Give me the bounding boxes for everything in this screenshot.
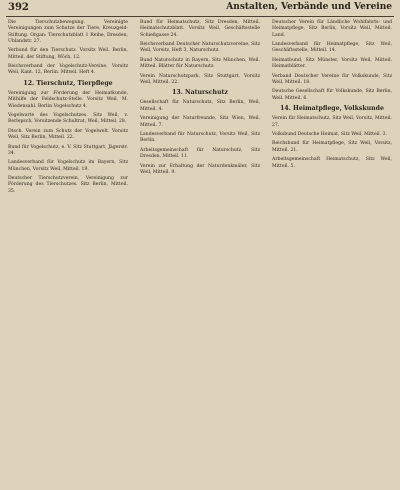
column-right	[272, 20, 392, 173]
entry: Arbeitsgemeinschaft Heimatschutz, Sitz Weil, Mitteil. 5.	[272, 157, 392, 169]
running-head: Anstalten, Verbände und Vereine	[226, 2, 392, 12]
section-heading: 13. Naturschutz	[172, 89, 228, 97]
entry: Bund für Heimatschutz, Sitz Dresden, Mitteil. Heimatschutzblatt. Vorsitz Weil, Geschäftsstelle Schießgasse 24.	[140, 20, 260, 38]
entry: Verbund für den Tierschutz. Vorsitz Weil. Berlin, Mitteil. der Stiftung, Wöch. 12.	[8, 48, 128, 60]
entry: Landesverband für Naturschutz, Vorsitz Weil, Sitz Berlin.	[140, 131, 260, 144]
entry: Bund für Vogelschutz, e. V. Sitz Stuttgart, Jägerstr. 34.	[8, 144, 128, 156]
entry: Verein zur Erhaltung der Naturdenkmäler, Sitz Weil, Mitteil. 9.	[140, 163, 260, 175]
entry: Landesverband für Vogelschutz im Bayern, Sitz München, Vorsitz Weil, Mitteil. 19.	[8, 160, 128, 172]
header-rule	[6, 16, 394, 17]
entry: Reichsbund für Heimatpflege, Sitz Weil, Vorsitz, Mitteil. 21.	[272, 141, 392, 153]
entry: Reichsverband der Vogelschutz-Vereine. Vorsitz Weil, Kant. 12, Berlin. Mitteil. Heft 4.	[8, 64, 128, 76]
section-heading: 14. Heimatpflege, Volkskunde	[280, 105, 384, 113]
page-number: 392	[8, 2, 29, 13]
entry: Reichsverband Deutscher Naturschutzvereine, Sitz Weil, Vorsitz, Heft 3, Naturschutz.	[140, 42, 260, 54]
entry: Arbeitsgemeinschaft für Naturschutz, Sitz Dresden, Mitteil. 11.	[140, 147, 260, 160]
entry: Vereinigung zur Förderung der Heimatkunde, Mithilfe der Feldschutz-Stelle. Vorsitz Weil, M. Wiedensahl. Berlin Vogelschutz 4.	[8, 90, 128, 109]
entry: Vogelwarte des Vogelschutzes. Sitz Weil, v. Berlepsch, Vorsitzende Schultrat, Weil, Mitteil. 28.	[8, 113, 128, 125]
entry: Deutsche Gesellschaft für Volkskunde, Sitz Berlin, Weil. Mitteil. 6.	[272, 89, 392, 101]
entry: Dtsch. Verein zum Schutz der Vogelwelt. Vorsitz Weil, Sitz Berlin, Mitteil. 22.	[8, 128, 128, 141]
entry: Heimatbund, Sitz Münster, Vorsitz Weil, Mitteil. Heimatblätter.	[272, 57, 392, 70]
entry: Verein Naturschutzpark, Sitz Stuttgart, Vorsitz Weil, Mitteil. 22.	[140, 73, 260, 85]
entry: Volksbund Deutsche Heimat, Sitz Weil, Mitteil. 3.	[272, 131, 387, 137]
entry: Vereinigung der Naturfreunde, Sitz Wien, Weil. Mitteil. 7.	[140, 116, 260, 128]
entry: Die Tierschutzbewegung. Vereinigte Vereinigungen zum Schutze der Tiere, Kreuzgeld-Stiftung. Organ: Tierschutzblatt 1 Reihe, Dresden, Uhlandstr. 27.	[8, 20, 128, 44]
entry: Bund Naturschutz in Bayern, Sitz München, Weil. Mitteil. Blätter für Naturschutz.	[140, 57, 260, 70]
entry: Landesverband für Heimatpflege, Sitz Weil, Geschäftsstelle, Mitteil. 14.	[272, 42, 392, 54]
section-heading: 12. Tierschutz, Tierpflege	[23, 79, 113, 87]
entry: Verband Deutscher Vereine für Volkskunde, Sitz Weil, Mitteil. 18.	[272, 73, 392, 85]
entry: Deutscher Verein für Ländliche Wohlfahrts- und Heimatpflege, Sitz Berlin, Vorsitz Weil, Mitteil. Land.	[272, 20, 392, 38]
entry: Gesellschaft für Naturschutz, Sitz Berlin, Weil, Mitteil. 4.	[140, 100, 260, 112]
column-left	[8, 20, 128, 198]
entry: Deutscher Tierschutzverein, Vereinigung zur Förderung des Tierschutzes. Sitz Berlin, Mitteil. 35.	[8, 176, 128, 194]
column-middle	[140, 20, 260, 179]
entry: Verein für Heimatschutz, Sitz Weil, Vorsitz, Mitteil. 27.	[272, 116, 392, 128]
